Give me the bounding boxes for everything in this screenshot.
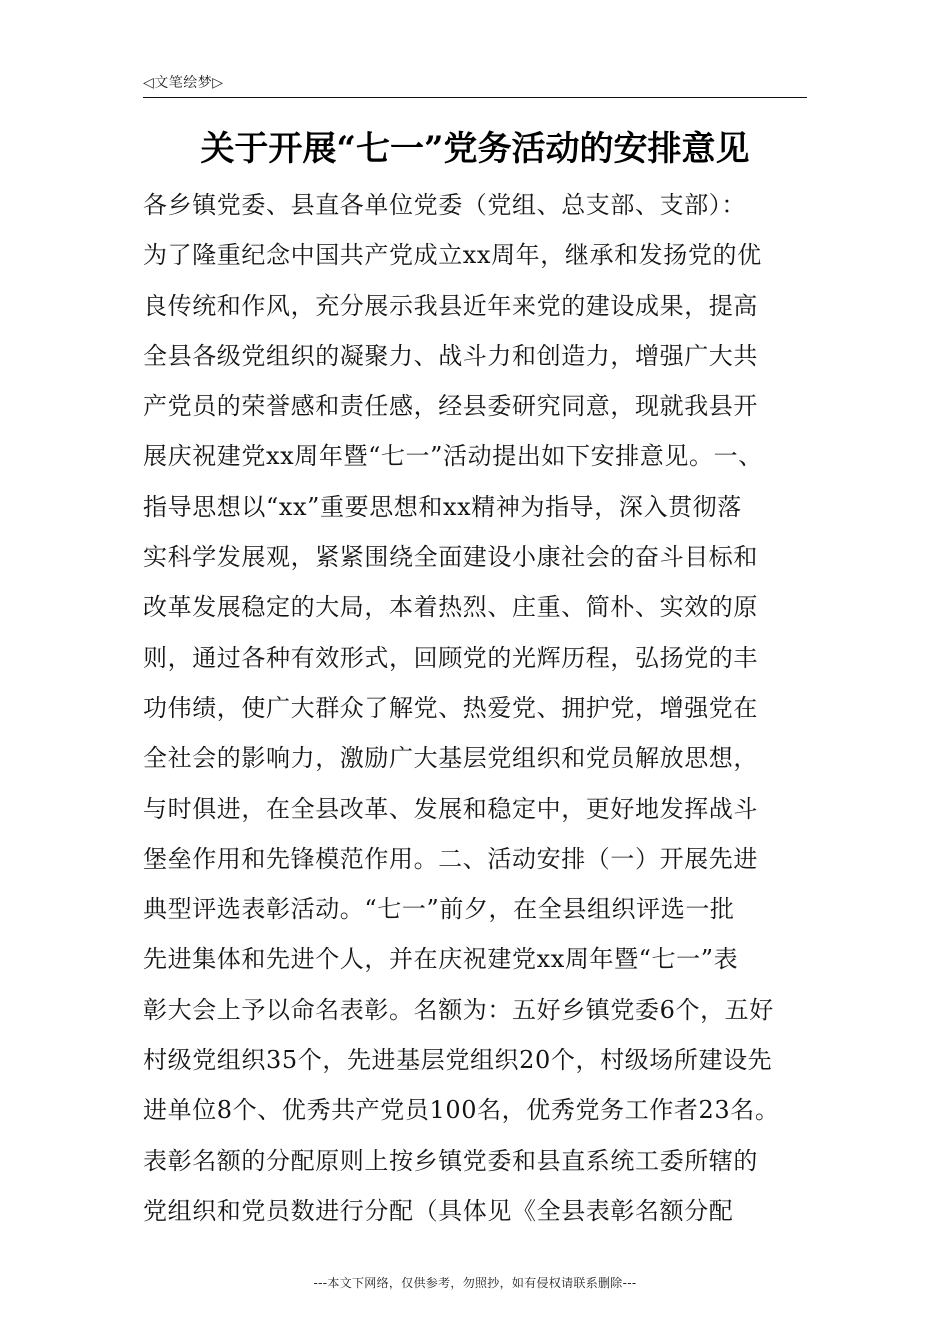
text-line: 典型评选表彰活动。“七一”前夕，在全县组织评选一批 xyxy=(143,895,735,924)
text-line: 产党员的荣誉感和责任感，经县委研究同意，现就我县开 xyxy=(143,392,758,421)
header-mark: ◁文笔绘梦▷ xyxy=(143,75,224,91)
text-line: 彰大会上予以命名表彰。名额为：五好乡镇党委6个，五好 xyxy=(143,995,774,1024)
text-line: 党组织和党员数进行分配（具体见《全县表彰名额分配 xyxy=(143,1196,734,1225)
text-line: 功伟绩，使广大群众了解党、热爱党、拥护党，增强党在 xyxy=(143,693,758,722)
text-line: 先进集体和先进个人，并在庆祝建党xx周年暨“七一”表 xyxy=(143,945,739,974)
footer-note: ---本文下网络，仅供参考，勿照抄，如有侵权请联系删除--- xyxy=(313,1276,637,1290)
text-line: 全社会的影响力，激励广大基层党组织和党员解放思想， xyxy=(143,744,758,773)
text-line: 实科学发展观，紧紧围绕全面建设小康社会的奋斗目标和 xyxy=(143,543,758,572)
text-line: 改革发展稳定的大局，本着热烈、庄重、简朴、实效的原 xyxy=(143,593,758,622)
document-body xyxy=(143,180,843,1236)
text-line: 良传统和作风，充分展示我县近年来党的建设成果，提高 xyxy=(143,291,758,320)
document-title: 关于开展“七一”党务活动的安排意见 xyxy=(200,129,750,169)
text-line: 各乡镇党委、县直各单位党委（党组、总支部、支部）： xyxy=(143,191,746,219)
text-line: 则，通过各种有效形式，回顾党的光辉历程，弘扬党的丰 xyxy=(143,643,758,672)
text-line: 指导思想以“xx”重要思想和xx精神为指导，深入贯彻落 xyxy=(143,492,742,521)
text-line: 堡垒作用和先锋模范作用。二、活动安排（一）开展先进 xyxy=(143,844,758,873)
text-line: 为了隆重纪念中国共产党成立xx周年，继承和发扬党的优 xyxy=(143,241,762,270)
text-line: 表彰名额的分配原则上按乡镇党委和县直系统工委所辖的 xyxy=(143,1146,758,1175)
text-line: 与时俱进，在全县改革、发展和稳定中，更好地发挥战斗 xyxy=(143,794,758,823)
text-line: 全县各级党组织的凝聚力、战斗力和创造力，增强广大共 xyxy=(143,341,758,370)
text-line: 展庆祝建党xx周年暨“七一”活动提出如下安排意见。一、 xyxy=(143,442,763,471)
header-rule xyxy=(143,97,807,98)
text-line: 村级党组织35个，先进基层党组织20个，村级场所建设先 xyxy=(143,1046,773,1075)
text-line: 进单位8个、优秀共产党员100名，优秀党务工作者23名。 xyxy=(143,1096,780,1125)
